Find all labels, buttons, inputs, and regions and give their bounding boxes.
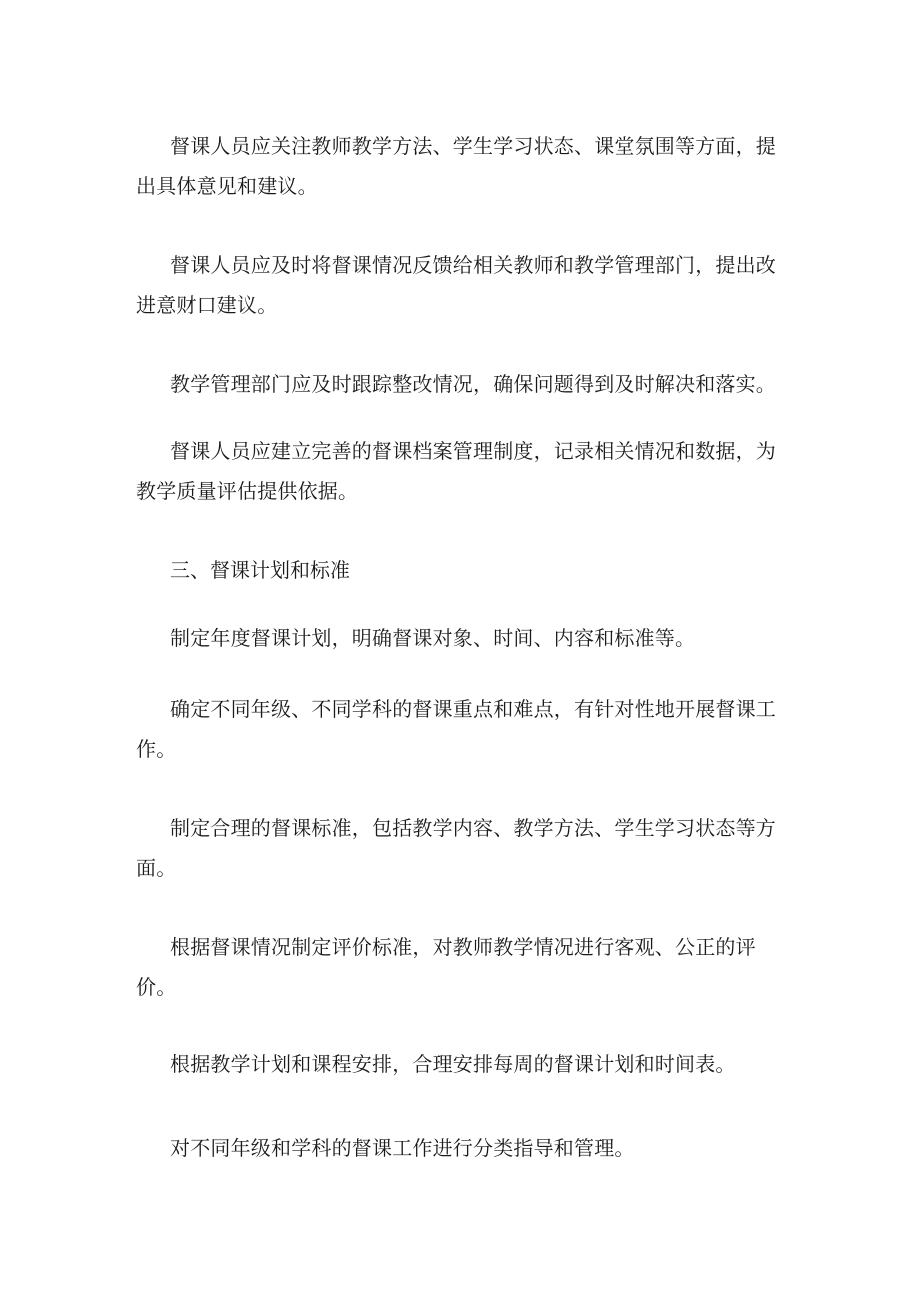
paragraph-weekly-schedule: 根据教学计划和课程安排，合理安排每周的督课计划和时间表。: [170, 1052, 736, 1076]
paragraph-annual-plan: 制定年度督课计划，明确督课对象、时间、内容和标准等。: [170, 626, 696, 650]
paragraph-key-points: 确定不同年级、不同学科的督课重点和难点，有针对性地开展督课工作。: [136, 697, 776, 761]
paragraph-evaluation: 根据督课情况制定评价标准，对教师教学情况进行客观、公正的评价。: [136, 935, 756, 999]
paragraph-timely-feedback: 督课人员应及时将督课情况反馈给相关教师和教学管理部门，提出改进意财口建议。: [136, 253, 776, 317]
section-heading: 三、督课计划和标准: [170, 558, 350, 582]
paragraph-rectification-tracking: 教学管理部门应及时跟踪整改情况，确保问题得到及时解决和落实。: [170, 372, 776, 396]
paragraph-archive-management: 督课人员应建立完善的督课档案管理制度，记录相关情况和数据，为教学质量评估提供依据。: [136, 439, 776, 503]
paragraph-classified-guidance: 对不同年级和学科的督课工作进行分类指导和管理。: [170, 1136, 635, 1160]
paragraph-feedback-focus: 督课人员应关注教师教学方法、学生学习状态、课堂氛围等方面，提出具体意见和建议。: [136, 134, 776, 198]
paragraph-standards: 制定合理的督课标准，包括教学内容、教学方法、学生学习状态等方面。: [136, 816, 776, 880]
